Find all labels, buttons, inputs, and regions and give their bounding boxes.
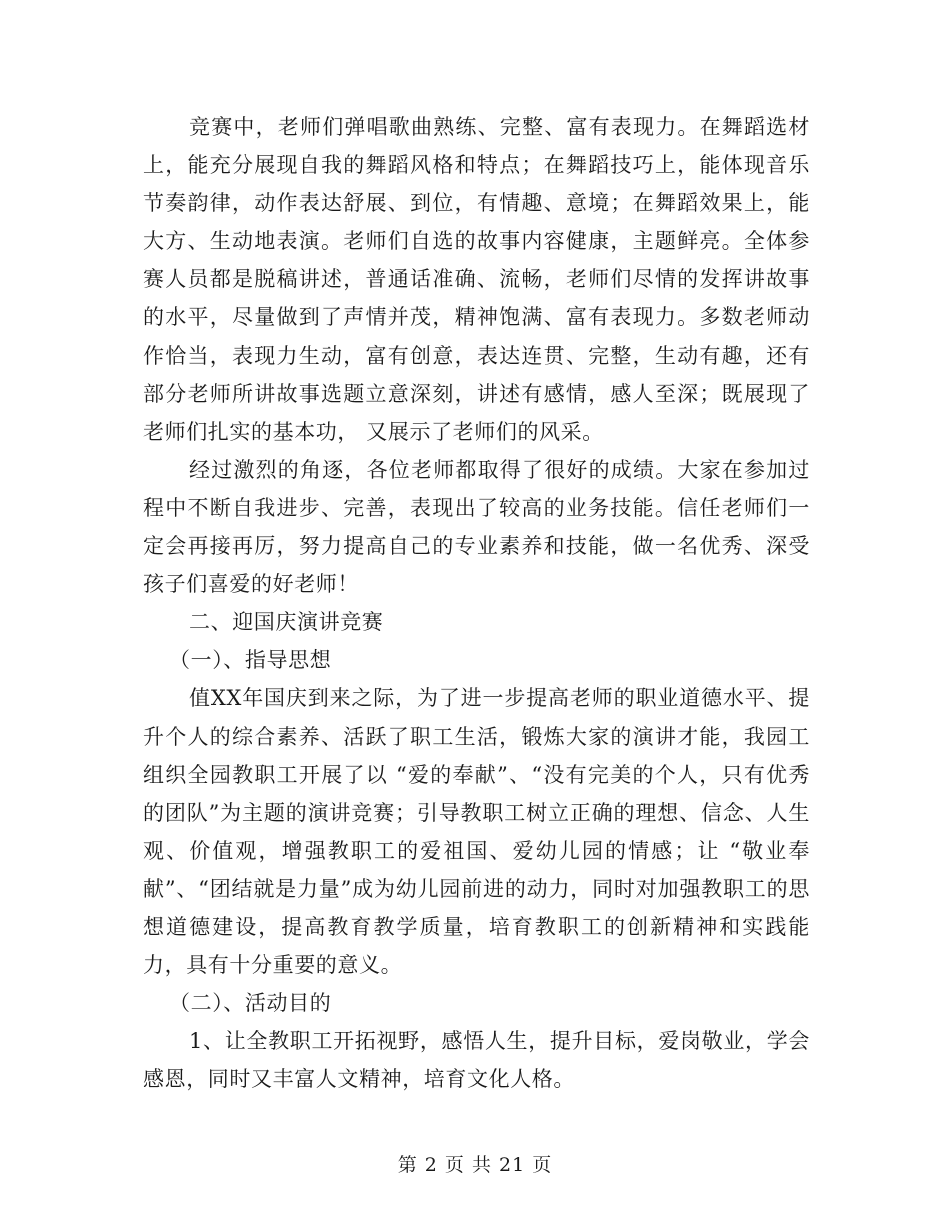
paragraph-guiding-ideology: 值XX年国庆到来之际，为了进一步提高老师的职业道德水平、提升个人的综合素养、活跃了职工生活，锻炼大家的演讲才能，我园工组织全园教职工开展了以 “爱的奉献”、“没有完美的个人，只有优秀的团队”为主题的演讲竞赛；引导教职工树立正确的理想、信念、人生观、价值观，增强教职工的爱祖国、爱幼儿园的情感；让 “敬业奉献”、“团结就是力量”成为幼儿园前进的动力，同时对加强教职工的思想道德建设，提高教育教学质量，培育教职工的创新精神和实践能力，具有十分重要的意义。	[143, 686, 810, 978]
paragraph-competition-review: 竞赛中，老师们弹唱歌曲熟练、完整、富有表现力。在舞蹈选材上，能充分展现自我的舞蹈风格和特点；在舞蹈技巧上，能体现音乐节奏韵律，动作表达舒展、到位，有情趣、意境；在舞蹈效果上，能大方、生动地表演。老师们自选的故事内容健康，主题鲜亮。全体参赛人员都是脱稿讲述，普通话准确、流畅，老师们尽情的发挥讲故事的水平，尽量做到了声情并茂，精神饱满、富有表现力。多数老师动作恰当，表现力生动，富有创意，表达连贯、完整，生动有趣，还有部分老师所讲故事选题立意深刻，讲述有感情，感人至深；既展现了老师们扎实的基本功， 又展示了老师们的风采。	[143, 115, 810, 444]
paragraph-competition-summary: 经过激烈的角逐，各位老师都取得了很好的成绩。大家在参加过程中不断自我进步、完善，表现出了较高的业务技能。信任老师们一定会再接再厉，努力提高自己的专业素养和技能，做一名优秀、深受孩子们喜爱的好老师！	[143, 457, 810, 597]
subheading-guiding-ideology: （一）、指导思想	[169, 648, 332, 673]
paragraph-activity-purpose-1: 1、让全教职工开拓视野，感悟人生，提升目标，爱岗敬业，学会感恩，同时又丰富人文精神，培育文化人格。	[143, 1029, 810, 1092]
page-number-footer: 第 2 页 共 21 页	[397, 1154, 553, 1176]
document-body	[143, 108, 810, 1098]
subheading-activity-purpose: （二）、活动目的	[169, 991, 332, 1016]
section-heading-speech-contest: 二、迎国庆演讲竞赛	[189, 610, 384, 635]
